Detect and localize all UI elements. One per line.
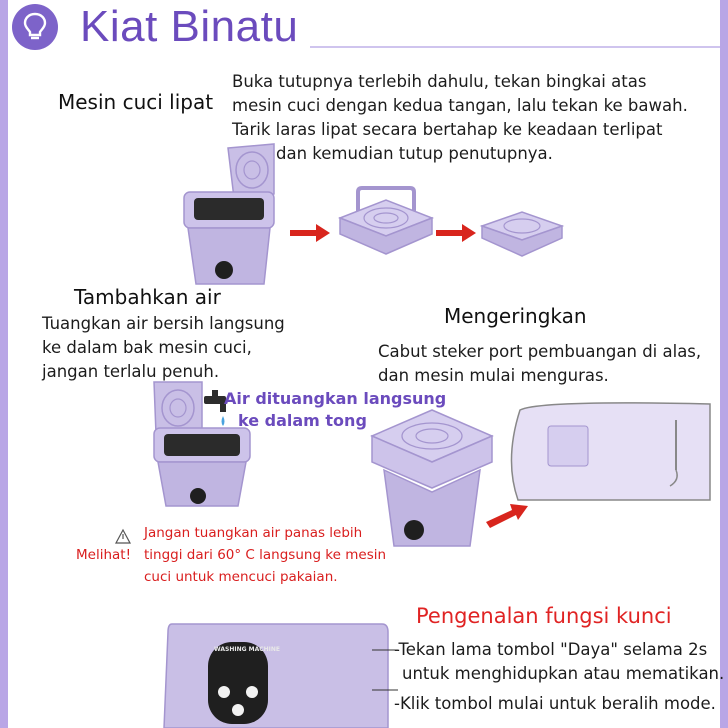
add-water-line-3: jangan terlalu penuh. [42, 362, 220, 381]
title-divider [310, 46, 720, 48]
functions-line-1: -Tekan lama tombol "Daya" selama 2s [394, 640, 708, 659]
washer-open-illustration [178, 142, 288, 292]
folding-heading: Mesin cuci lipat [58, 90, 214, 114]
drying-heading: Mengeringkan [444, 304, 587, 328]
folding-line-1: Buka tutupnya terlebih dahulu, tekan bingkai atas [232, 72, 647, 91]
washer-drain-illustration [366, 396, 496, 552]
water-note-line-1: Air dituangkan langsung [224, 389, 447, 408]
left-border [0, 0, 8, 728]
add-water-line-1: Tuangkan air bersih langsung [42, 314, 285, 333]
functions-heading: Pengenalan fungsi kunci [416, 604, 672, 628]
drain-port-closeup [500, 400, 712, 504]
drying-line-2: dan mesin mulai menguras. [378, 366, 609, 385]
folding-line-4: dan kemudian tutup penutupnya. [276, 144, 553, 163]
header [0, 0, 728, 66]
arrow-right-icon [436, 224, 476, 242]
page-title: Kiat Binatu [80, 2, 299, 51]
folding-line-3: Tarik laras lipat secara bertahap ke keadaan terlipat [232, 120, 663, 139]
water-note-line-2: ke dalam tong [238, 411, 367, 430]
drying-line-1: Cabut steker port pembuangan di alas, [378, 342, 702, 361]
warning-label: Melihat! [76, 547, 131, 563]
add-water-heading: Tambahkan air [74, 285, 221, 309]
functions-line-2: untuk menghidupkan atau mematikan. [402, 664, 725, 683]
warning-line-3: cuci untuk mencuci pakaian. [144, 569, 338, 585]
warning-line-2: tinggi dari 60° C langsung ke mesin [144, 547, 387, 563]
washer-folded-illustration [480, 208, 564, 260]
washer-folding-illustration [336, 186, 436, 262]
lightbulb-icon [12, 4, 58, 50]
functions-line-3: -Klik tombol mulai untuk beralih mode. [394, 694, 716, 713]
folding-line-2: mesin cuci dengan kedua tangan, lalu tekan ke bawah. [232, 96, 688, 115]
arrow-drain-icon [486, 504, 528, 528]
arrow-right-icon [290, 224, 330, 242]
add-water-line-2: ke dalam bak mesin cuci, [42, 338, 252, 357]
right-border [720, 0, 728, 728]
control-panel-closeup [162, 620, 392, 728]
warning-line-1: Jangan tuangkan air panas lebih [144, 525, 363, 541]
panel-label: WASHING MACHINE [214, 646, 280, 653]
warning-icon [116, 530, 130, 543]
